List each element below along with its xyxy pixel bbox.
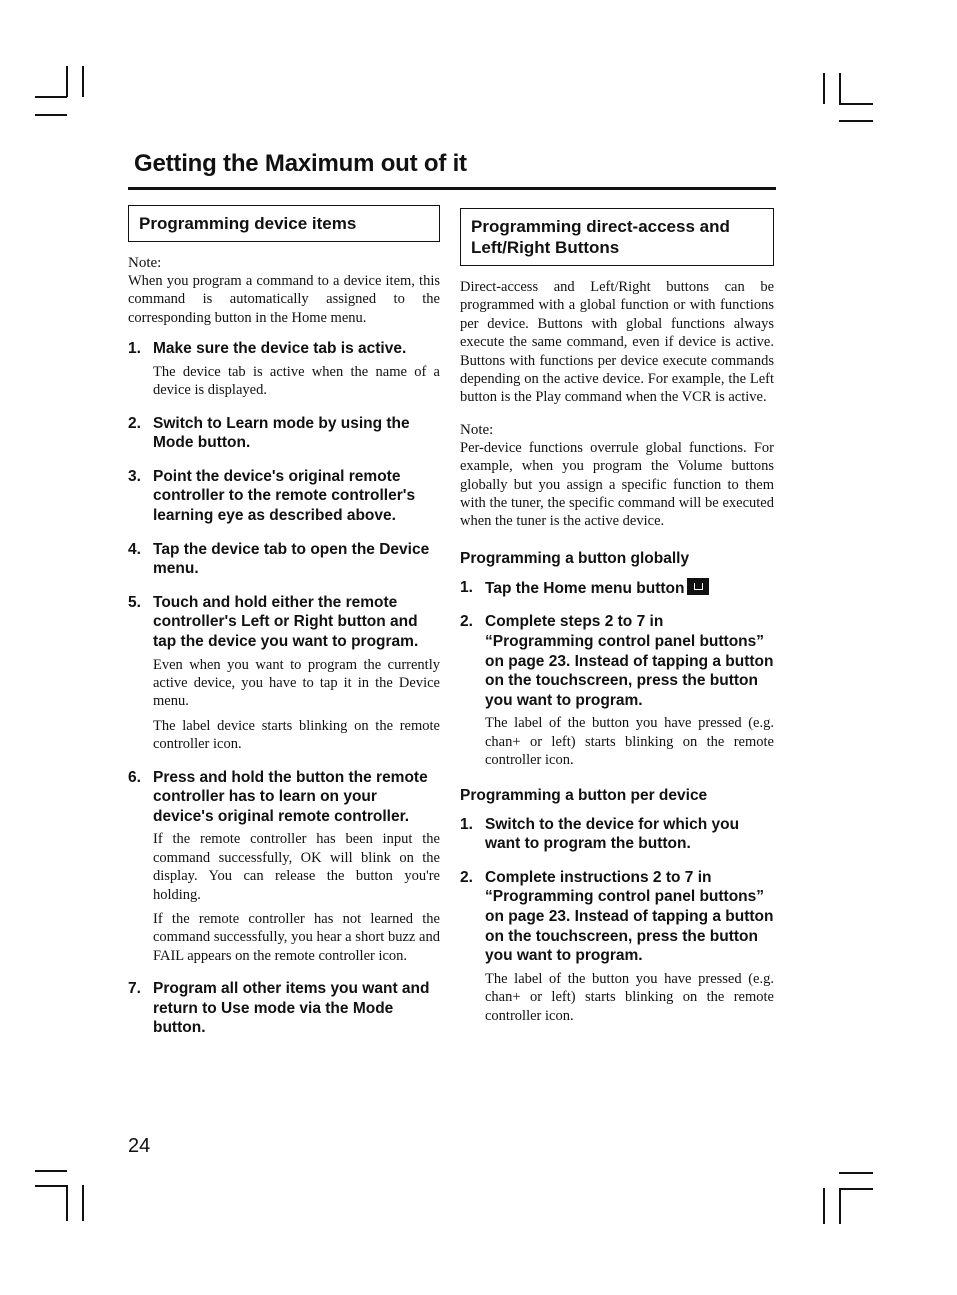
step-number: 1. (460, 578, 473, 596)
crop-mark-tl-h2 (35, 114, 67, 116)
step-heading-text-wrap (485, 815, 774, 854)
crop-mark-tr-h2 (839, 120, 873, 122)
device-items-steps (128, 339, 440, 1038)
step-number: 4. (128, 540, 141, 558)
step-heading (460, 815, 774, 854)
subhead-per-device: Programming a button per device (460, 786, 708, 804)
step-heading (128, 768, 440, 827)
global-steps (460, 578, 774, 770)
crop-mark-tl-v2 (82, 66, 84, 97)
section-heading-direct-access: Programming direct-access and Left/Right Buttons (460, 208, 774, 266)
step-body (153, 656, 440, 754)
step-item (128, 768, 440, 966)
step-number: 2. (128, 414, 141, 432)
step-heading (128, 467, 440, 526)
section-heading-device-items: Programming device items (128, 205, 440, 242)
step-number: 6. (128, 768, 141, 786)
step-paragraph: If the remote controller has not learned the command successfully, you hear a short buzz and FAIL appears on the remote controller icon. (153, 911, 440, 964)
step-item (128, 467, 440, 526)
crop-mark-tr-h (839, 103, 873, 105)
intro-text: Direct-access and Left/Right buttons can be programmed with a global function or with functions per device. Buttons with global functions always execute the same command, even if device is active. Buttons with functions per device execute commands depending on the active device. For example, the Left button is the Play command when the VCR is active. (460, 279, 774, 406)
step-heading-text-wrap (153, 593, 440, 652)
page-title: Getting the Maximum out of it (134, 150, 467, 177)
step-item (460, 612, 774, 769)
step-body (153, 830, 440, 965)
step-heading (128, 593, 440, 652)
step-heading (460, 612, 774, 710)
step-heading-text: Tap the Home menu button (485, 579, 685, 597)
step-item (128, 979, 440, 1038)
step-heading-text-wrap (153, 339, 440, 359)
step-paragraph: The label device starts blinking on the remote controller icon. (153, 717, 440, 753)
step-heading-text: Switch to Learn mode by using the Mode button. (153, 414, 410, 452)
step-item (128, 339, 440, 399)
step-number: 2. (460, 613, 473, 631)
step-heading-text: Point the device's original remote controller to the remote controller's learning eye as described above. (153, 467, 416, 524)
step-number: 1. (460, 815, 473, 833)
step-heading (128, 339, 440, 359)
step-item (128, 414, 440, 453)
step-paragraph: The device tab is active when the name of a device is displayed. (153, 363, 440, 399)
step-number: 7. (128, 980, 141, 998)
step-heading-text: Press and hold the button the remote controller has to learn on your device's original remote controller. (153, 768, 428, 825)
step-heading (460, 868, 774, 966)
step-item (460, 868, 774, 1025)
crop-mark-bl-v1 (66, 1185, 68, 1221)
step-heading-text: Program all other items you want and return to Use mode via the Mode button. (153, 980, 430, 1037)
step-heading-text-wrap (153, 414, 440, 453)
crop-mark-br-h (839, 1172, 873, 1174)
subhead-global: Programming a button globally (460, 549, 690, 567)
step-body (485, 970, 774, 1025)
step-heading-text-wrap (485, 578, 774, 599)
step-item (128, 593, 440, 754)
title-rule (128, 187, 776, 190)
crop-mark-tl-h (35, 96, 67, 98)
step-item (128, 540, 440, 579)
step-heading-text-wrap (485, 868, 774, 966)
step-paragraph: The label of the button you have pressed (e.g. chan+ or left) starts blinking on the remote controller icon. (485, 715, 774, 769)
step-number: 1. (128, 340, 141, 358)
left-column (128, 205, 440, 1038)
step-paragraph: If the remote controller has been input the command successfully, OK will blink on the display. You can release the button you're holding. (153, 831, 440, 903)
crop-mark-br-v2 (839, 1188, 841, 1224)
step-number: 5. (128, 593, 141, 611)
page-number: 24 (128, 1135, 151, 1157)
step-heading (128, 414, 440, 453)
step-number: 2. (460, 868, 473, 886)
step-paragraph: Even when you want to program the currently active device, you have to tap it in the Device menu. (153, 656, 440, 710)
step-heading (128, 540, 440, 579)
crop-mark-br-v1 (823, 1188, 825, 1224)
per-device-steps (460, 815, 774, 1025)
step-heading-text-wrap (153, 540, 440, 579)
right-column (460, 208, 774, 1025)
step-heading-text: Switch to the device for which you want to program the button. (485, 815, 740, 853)
note-text: When you program a command to a device item, this command is automatically assigned to the corresponding button in the Home menu. (128, 273, 440, 326)
step-heading-text: Tap the device tab to open the Device menu. (153, 540, 430, 578)
step-heading (460, 578, 774, 599)
crop-mark-tr-v1 (823, 73, 825, 104)
step-heading-text-wrap (153, 768, 440, 827)
step-item (460, 815, 774, 854)
note-label: Note: (128, 255, 162, 271)
step-heading (128, 979, 440, 1038)
step-heading-text-wrap (153, 467, 440, 526)
step-number: 3. (128, 467, 141, 485)
step-heading-text: Touch and hold either the remote controller's Left or Right button and tap the device you want to program. (153, 593, 419, 650)
note-label: Note: (460, 421, 494, 438)
crop-mark-bl-h2 (35, 1185, 67, 1187)
note-text: Per-device functions overrule global functions. For example, when you program the Volume buttons globally but you assign a specific function to them with the tuner, the specific command will be executed when the tuner is the active device. (460, 439, 774, 530)
step-heading-text: Complete steps 2 to 7 in “Programming control panel buttons” on page 23. Instead of tapping a button on the touchscreen, press the button you want to program. (485, 613, 774, 709)
step-body (153, 363, 440, 400)
step-body (485, 714, 774, 769)
step-item (460, 578, 774, 599)
home-menu-icon (687, 578, 709, 595)
crop-mark-bl-h (35, 1170, 67, 1172)
step-heading-text: Complete instructions 2 to 7 in “Programming control panel buttons” on page 23. Instead of tapping a button on the touchscreen, press the button you want to program. (485, 868, 774, 965)
step-paragraph: The label of the button you have pressed (e.g. chan+ or left) starts blinking on the remote controller icon. (485, 970, 774, 1024)
step-heading-text: Make sure the device tab is active. (153, 340, 407, 358)
step-heading-text-wrap (153, 979, 440, 1038)
crop-mark-tr-v2 (839, 73, 841, 104)
crop-mark-tl-v1 (66, 66, 68, 97)
crop-mark-bl-v2 (82, 1185, 84, 1221)
crop-mark-br-h2 (839, 1188, 873, 1190)
step-heading-text-wrap (485, 612, 774, 710)
